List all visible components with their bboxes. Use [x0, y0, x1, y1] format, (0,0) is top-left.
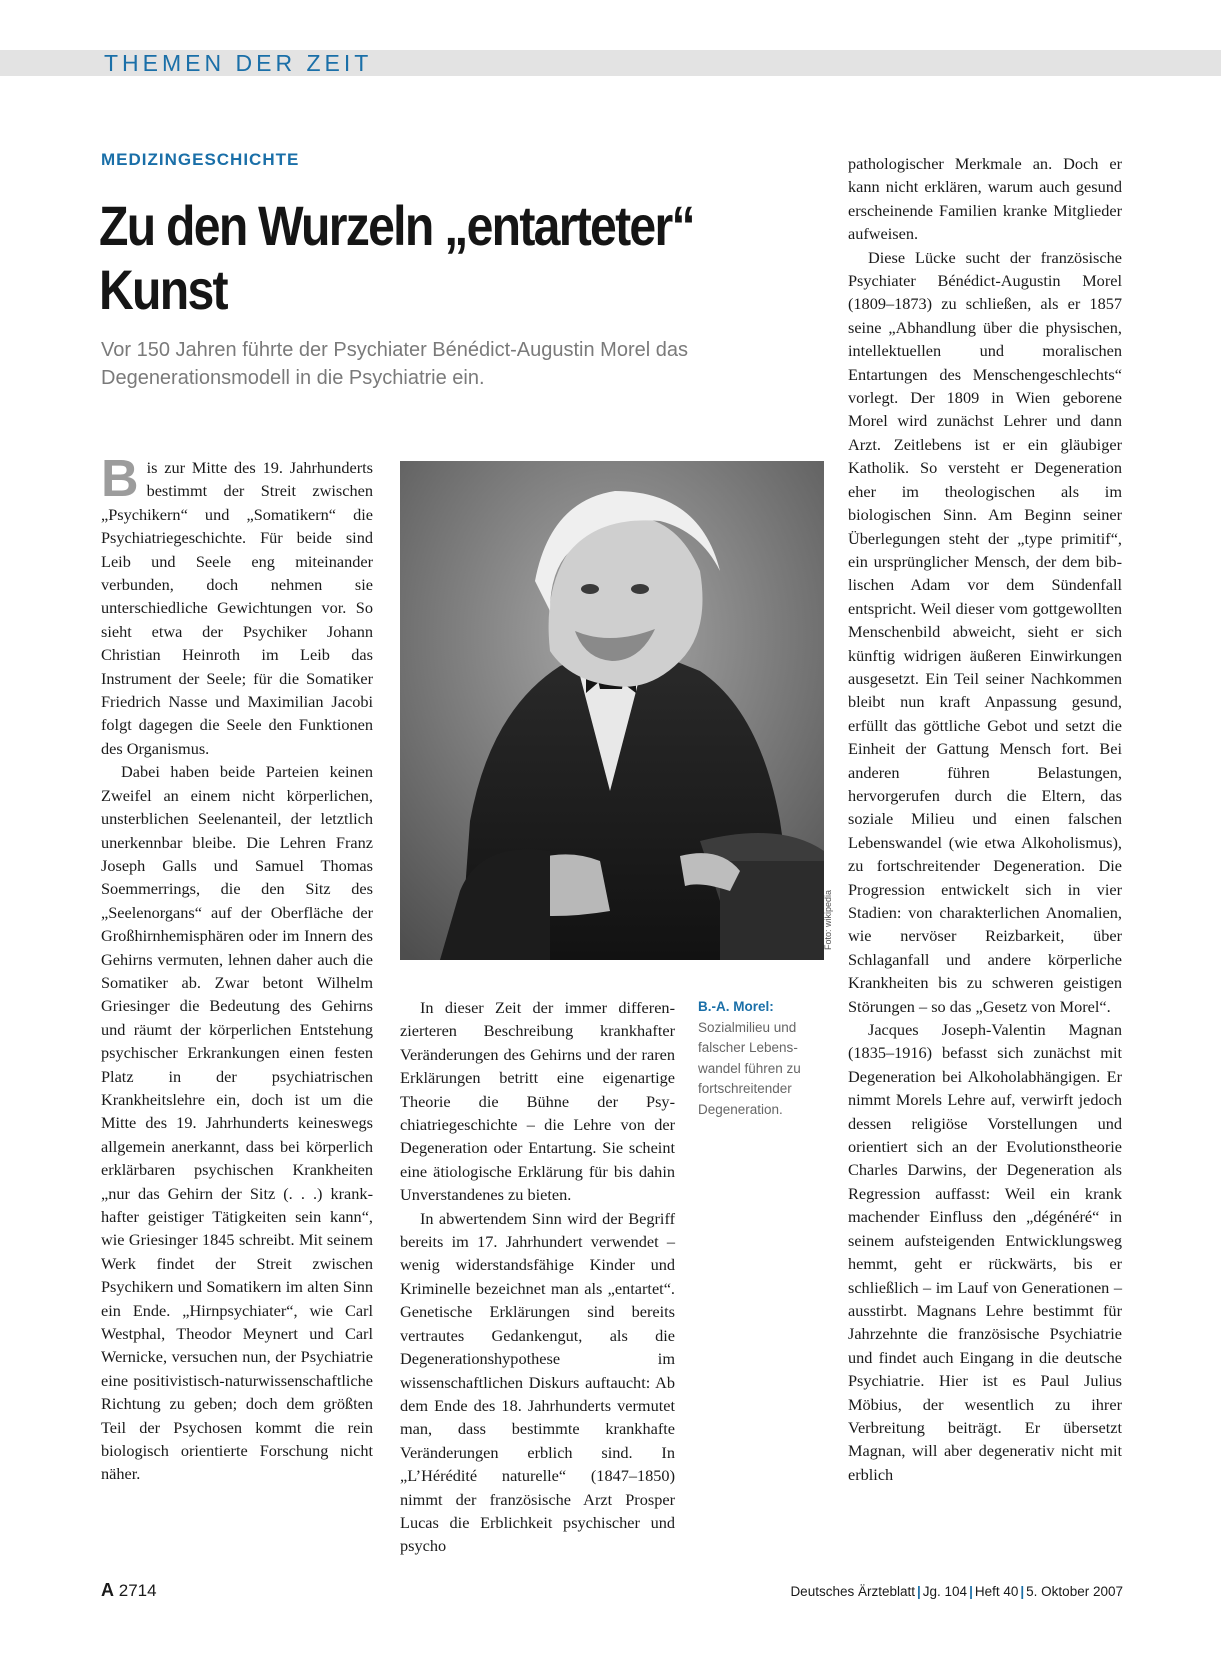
paragraph: Diese Lücke sucht der französische Psychiater Bénédict-Augustin Morel (1809–1873) zu schließen, als er 1857 seine „Abhandlung über die physischen, intellektuellen und moralischen Entartungen des Menschengeschlechts“ vorlegt. Der 1809 in Wien geborene Morel wird zunächst Lehrer und dann Arzt. Zeitlebens ist er ein gläubiger Katholik. So versteht er Degeneration eher im theologischen als im biologischen Sinn. Am Beginn seiner Überlegungen steht der „type primitif“, ein ursprünglicher Mensch, der dem biblischen Adam vor dem Sündenfall entspricht. Weil dieser vom gottgewollten Menschenbild abweicht, sieht er sich künftig widrigen äußeren Einwirkungen ausgesetzt. Ein Teil seiner Nachkommen bleibt nun kraft Anpassung gesund, erfüllt das göttliche Gebot und setzt die Einheit der Gattung Mensch fort. Bei anderen führen Belastungen, hervorgerufen durch die Eltern, das soziale Milieu und einen falschen Lebenswandel (wie etwa Alkoholismus), zu fortschreitender Degeneration. Die Progression entwickelt sich in vier Stadien: von charakterlichen Anomalien, wie nervöser Reizbarkeit, über Schlaganfall und andere körperliche Krankheiten bis zu schweren geistigen Störungen – so das „Gesetz von Morel“.: [848, 247, 1122, 1016]
caption-title: B.-A. Morel:: [698, 999, 774, 1014]
photo-caption: [698, 997, 816, 1120]
divider: |: [1020, 1584, 1025, 1599]
paragraph: pathologischer Merkmale an. Doch er kann nicht erklären, warum auch gesund erscheinende Familien kranke Mitglieder aufweisen.: [848, 154, 1122, 244]
paragraph: In abwertendem Sinn wird der Begriff bereits im 17. Jahrhundert verwendet – wenig widerstandsfähige Kinder und Kriminelle bezeichnet man als „entartet“. Genetische Erklärungen sind bereits vertrautes Gedankengut, als die Degenerationshypothese im wissenschaftlichen Diskurs auftaucht: Ab dem Ende des 18. Jahrhunderts vermutet man, dass bestimmte krankhafte Veränderungen erblich sind. In „L’Hérédité naturelle“ (1847–1850) nimmt der französische Arzt Prosper Lucas die Erblichkeit psychischer und psycho: [400, 1208, 675, 1556]
divider: |: [917, 1584, 921, 1599]
divider: |: [969, 1584, 973, 1599]
paragraph: Dabei haben beide Parteien keinen Zweifel an einem nicht körperlichen, unsterblichen Seelenanteil, der letztlich unerkennbar bleibe. Die Lehren Franz Joseph Galls und Samuel Thomas Soemmerrings, die den Sitz des „Seelenorgans“ auf der Oberfläche der Großhirnhemisphären oder im Innern des Gehirns vermuten, lehnen daher auch die Somatiker ab. Zwar betont Wilhelm Griesinger die Bedeutung des Gehirns und räumt der körperlichen Entstehung psychischer Erkrankungen einen festen Platz in der psychiatrischen Krankheitslehre ein, doch ist um die Mitte des 19. Jahrhunderts keineswegs allgemein anerkannt, dass bei körperlich erklärbaren psychischen Krankheiten „nur das Gehirn der Sitz (. . .) krankhafter geistiger Tätigkeiten sein kann“, wie Griesinger 1845 schreibt. Mit seinem Werk findet der Streit zwischen Psychikern und Somatikern im alten Sinn ein Ende. „Hirnpsychiater“, wie Carl Westphal, Theodor Meynert und Carl Wernicke, versuchen nun, der Psychiatrie eine positivistisch-naturwissenschaftliche Richtung zu geben; doch dem größten Teil der Psychosen kommt die rein biologisch orientierte Forschung nicht näher.: [101, 762, 373, 1484]
paragraph: In dieser Zeit der immer differenzierteren Beschreibung krankhafter Veränderungen des Gehirns und der raren Erklärungen betritt eine eigenartige Theorie die Bühne der Psychiatriegeschichte – die Lehre von der Degeneration oder Entartung. Sie scheint eine ätiologische Erklärung für bis dahin Unverstandenes zu bieten.: [400, 998, 675, 1205]
journal-info: [790, 1584, 1123, 1599]
text-column-3: [848, 152, 1122, 1486]
headline-line-1: Zu den Wurzeln „entarteter“: [99, 194, 694, 257]
paragraph-text: is zur Mitte des 19. Jahrhunderts bestimmt der Streit zwischen „Psychikern“ und „Somatikern“ die Psychiatriegeschichte. Für beide sind Leib und Seele eng miteinander verbunden, doch nehmen sie unterschiedliche Gewichtungen vor. So sieht etwa der Psychiker Johann Christian Heinroth im Leib das Instrument der Seele; für die Somatiker Friedrich Nasse und Maximilian Jacobi folgt dagegen die Seele den Funktionen des Organismus.: [101, 458, 373, 758]
text-column-1: [101, 450, 373, 1486]
section-title: THEMEN DER ZEIT: [104, 50, 373, 76]
page-number: [101, 1580, 157, 1601]
photo-credit: Foto: wikipedia: [823, 889, 833, 950]
portrait-illustration: [400, 461, 824, 960]
drop-cap: B: [101, 450, 139, 508]
article-headline: [99, 194, 701, 322]
page-number-value: 2714: [118, 1581, 157, 1600]
portrait-photo: [400, 461, 824, 960]
paragraph: [101, 450, 373, 760]
page-prefix: A: [101, 1580, 114, 1600]
article-kicker: MEDIZINGESCHICHTE: [101, 150, 300, 169]
article-subtitle: Vor 150 Jahren führte der Psychiater Bénédict-Augustin Morel das Degenerationsmodell in die Psychiatrie ein.: [101, 339, 688, 389]
paragraph: Jacques Joseph-Valentin Magnan (1835–1916) befasst sich zunächst mit Degeneration bei Alkoholabhängigen. Er nimmt Morels Lehre auf, verwirft jedoch dessen religiöse Vorstellungen und orientiert sich an der Evolutionstheorie Charles Darwins, der Degeneration als Regression auffasst: Weil ein krank machender Einfluss den „dégénéré“ in seinem aufsteigenden Entwicklungsweg hemmt, geht er rückwärts, bis er schließlich – im Lauf von Generationen – ausstirbt. Magnans Lehre bestimmt für Jahrzehnte die französische Psychiatrie und findet auch Eingang in die deutsche Psychiatrie. Hier ist es Paul Julius Möbius, der wesentlich zu ihrer Verbreitung beiträgt. Er übersetzt Magnan, will aber degenerativ nicht mit erblich: [848, 1020, 1122, 1484]
caption-text: Sozialmilieu und falscher Lebenswandel führen zu fortschreitender Degeneration.: [698, 1019, 801, 1117]
text-column-2: [400, 996, 675, 1558]
journal-issue: Heft 40: [974, 1584, 1019, 1599]
headline-line-2: Kunst: [99, 258, 227, 321]
journal-volume: Jg. 104: [922, 1584, 968, 1599]
journal-date: 5. Oktober 2007: [1026, 1584, 1123, 1599]
journal-name: Deutsches Ärzteblatt: [790, 1584, 915, 1599]
